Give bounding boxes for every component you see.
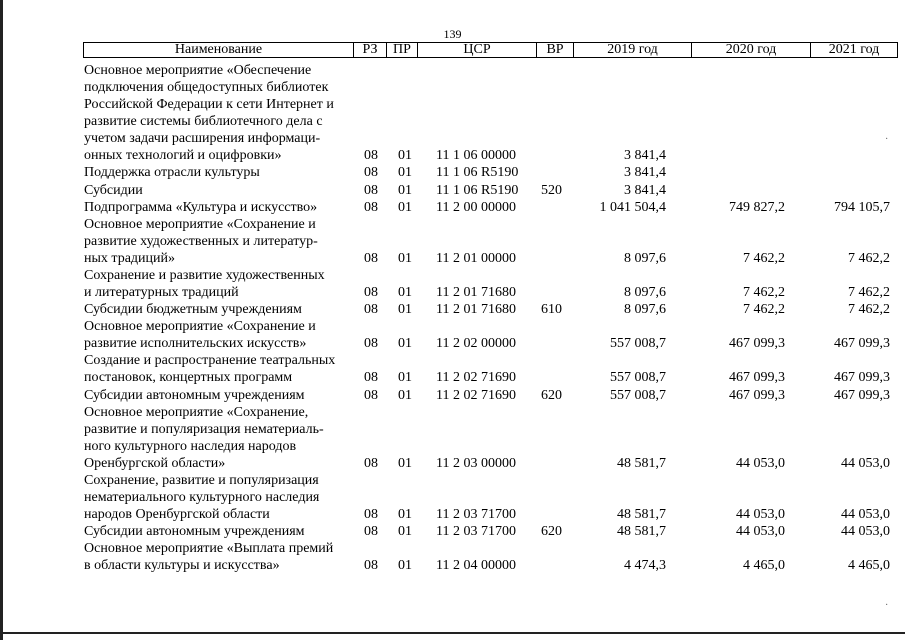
cell-pr: 01 — [398, 524, 412, 540]
cell-csr: 11 2 01 71680 — [436, 302, 516, 318]
row-name-line: и литературных традиций — [84, 285, 239, 301]
cell-2020: 7 462,2 — [743, 302, 785, 318]
cell-2020: 749 827,2 — [729, 199, 785, 215]
cell-2021: 467 099,3 — [834, 370, 890, 386]
cell-csr: 11 2 02 71690 — [436, 387, 516, 403]
cell-2019: 8 097,6 — [624, 302, 666, 318]
cell-csr: 11 1 06 R5190 — [436, 182, 519, 198]
row-name-line: Основное мероприятие «Обеспечение — [84, 63, 312, 78]
cell-csr: 11 2 03 00000 — [436, 455, 516, 471]
cell-2019: 1 041 504,4 — [599, 199, 666, 215]
cell-pr: 01 — [398, 250, 412, 266]
cell-pr: 01 — [398, 558, 412, 574]
cell-2020: 44 053,0 — [736, 507, 785, 523]
row-name-line: Субсидии — [84, 182, 143, 198]
column-header-rz: РЗ — [353, 42, 387, 58]
row-name-line: постановок, концертных программ — [84, 370, 293, 386]
scan-speck: · — [885, 134, 889, 145]
row-name-line: развитие системы библиотечного дела с — [84, 114, 323, 130]
cell-2021: 4 465,0 — [848, 558, 890, 574]
row-name-line: Основное мероприятие «Сохранение и — [84, 216, 316, 232]
cell-rz: 08 — [364, 165, 378, 181]
cell-2019: 48 581,7 — [617, 455, 666, 471]
cell-csr: 11 2 03 71700 — [436, 507, 516, 523]
column-header-2019: 2019 год — [573, 42, 692, 58]
row-name-line: Основное мероприятие «Выплата премий — [84, 541, 334, 557]
page-number: 139 — [443, 27, 462, 41]
cell-rz: 08 — [364, 148, 378, 164]
row-name-line: развитие исполнительских искусств» — [84, 336, 307, 352]
cell-rz: 08 — [364, 302, 378, 318]
cell-csr: 11 2 01 71680 — [436, 285, 516, 301]
cell-2019: 557 008,7 — [610, 370, 666, 386]
cell-vr: 520 — [541, 182, 562, 198]
row-name-line: Сохранение и развитие художественных — [84, 267, 325, 283]
cell-pr: 01 — [398, 387, 412, 403]
cell-csr: 11 2 01 00000 — [436, 250, 516, 266]
column-header-pr: ПР — [386, 42, 418, 58]
cell-pr: 01 — [398, 182, 412, 198]
cell-rz: 08 — [364, 199, 378, 215]
cell-2020: 4 465,0 — [743, 558, 785, 574]
row-name-line: Основное мероприятие «Сохранение, — [84, 404, 309, 420]
cell-2020: 467 099,3 — [729, 387, 785, 403]
cell-2020: 44 053,0 — [736, 524, 785, 540]
row-name-line: в области культуры и искусства» — [84, 558, 280, 574]
cell-rz: 08 — [364, 285, 378, 301]
cell-rz: 08 — [364, 387, 378, 403]
cell-2019: 4 474,3 — [624, 558, 666, 574]
row-name-line: Оренбургской области» — [84, 455, 226, 471]
cell-2019: 8 097,6 — [624, 250, 666, 266]
cell-2021: 44 053,0 — [841, 507, 890, 523]
row-name-line: ных традиций» — [84, 250, 175, 266]
row-name-line: Подпрограмма «Культура и искусство» — [84, 199, 318, 215]
cell-rz: 08 — [364, 370, 378, 386]
row-name-line: ного культурного наследия народов — [84, 438, 297, 454]
cell-rz: 08 — [364, 250, 378, 266]
cell-2019: 48 581,7 — [617, 524, 666, 540]
row-name-line: Основное мероприятие «Сохранение и — [84, 319, 316, 335]
cell-csr: 11 2 02 00000 — [436, 336, 516, 352]
cell-csr: 11 2 03 71700 — [436, 524, 516, 540]
row-name-line: развитие и популяризация нематериаль- — [84, 421, 324, 437]
row-name-line: Субсидии автономным учреждениям — [84, 524, 305, 540]
cell-2020: 7 462,2 — [743, 250, 785, 266]
cell-pr: 01 — [398, 455, 412, 471]
column-header-2021: 2021 год — [810, 42, 898, 58]
cell-rz: 08 — [364, 524, 378, 540]
cell-vr: 620 — [541, 524, 562, 540]
row-name-line: Субсидии автономным учреждениям — [84, 387, 305, 403]
cell-2020: 44 053,0 — [736, 455, 785, 471]
row-name-line: Российской Федерации к сети Интернет и — [84, 97, 334, 113]
cell-pr: 01 — [398, 507, 412, 523]
cell-2019: 557 008,7 — [610, 336, 666, 352]
cell-2019: 3 841,4 — [624, 148, 666, 164]
cell-2021: 467 099,3 — [834, 336, 890, 352]
row-name-line: Поддержка отрасли культуры — [84, 165, 260, 181]
cell-pr: 01 — [398, 285, 412, 301]
cell-2021: 7 462,2 — [848, 250, 890, 266]
cell-2020: 467 099,3 — [729, 336, 785, 352]
cell-2019: 557 008,7 — [610, 387, 666, 403]
row-name-line: народов Оренбургской области — [84, 507, 270, 523]
cell-rz: 08 — [364, 455, 378, 471]
cell-2021: 44 053,0 — [841, 524, 890, 540]
cell-2020: 7 462,2 — [743, 285, 785, 301]
cell-2019: 8 097,6 — [624, 285, 666, 301]
scan-speck: · — [885, 600, 889, 611]
cell-csr: 11 1 06 00000 — [436, 148, 516, 164]
row-name-line: Субсидии бюджетным учреждениям — [84, 302, 302, 318]
cell-csr: 11 2 02 71690 — [436, 370, 516, 386]
cell-2021: 467 099,3 — [834, 387, 890, 403]
page-frame-bottom-border — [0, 632, 905, 634]
cell-rz: 08 — [364, 507, 378, 523]
row-name-line: Сохранение, развитие и популяризация — [84, 472, 319, 488]
cell-pr: 01 — [398, 148, 412, 164]
page-frame-left-border — [0, 0, 3, 640]
cell-2020: 467 099,3 — [729, 370, 785, 386]
cell-pr: 01 — [398, 370, 412, 386]
table-header — [83, 42, 898, 58]
row-name-line: Создание и распространение театральных — [84, 353, 336, 369]
cell-2021: 794 105,7 — [834, 199, 890, 215]
cell-vr: 620 — [541, 387, 562, 403]
cell-csr: 11 2 00 00000 — [436, 199, 516, 215]
cell-2021: 7 462,2 — [848, 285, 890, 301]
row-name-line: подключения общедоступных библиотек — [84, 80, 329, 96]
row-name-line: нематериального культурного наследия — [84, 490, 320, 505]
column-header-2020: 2020 год — [691, 42, 811, 58]
cell-rz: 08 — [364, 182, 378, 198]
cell-pr: 01 — [398, 302, 412, 318]
column-header-vr: ВР — [536, 42, 574, 58]
cell-pr: 01 — [398, 199, 412, 215]
cell-rz: 08 — [364, 558, 378, 574]
cell-2019: 48 581,7 — [617, 507, 666, 523]
cell-2021: 7 462,2 — [848, 302, 890, 318]
cell-csr: 11 2 04 00000 — [436, 558, 516, 574]
cell-vr: 610 — [541, 302, 562, 318]
cell-pr: 01 — [398, 336, 412, 352]
cell-2019: 3 841,4 — [624, 165, 666, 181]
cell-2021: 44 053,0 — [841, 455, 890, 471]
cell-csr: 11 1 06 R5190 — [436, 165, 519, 181]
cell-pr: 01 — [398, 165, 412, 181]
row-name-line: учетом задачи расширения информаци- — [84, 131, 321, 147]
cell-2019: 3 841,4 — [624, 182, 666, 198]
cell-rz: 08 — [364, 336, 378, 352]
column-header-csr: ЦСР — [417, 42, 537, 58]
column-header-name: Наименование — [83, 42, 354, 58]
row-name-line: развитие художественных и литератур- — [84, 233, 318, 249]
row-name-line: онных технологий и оцифровки» — [84, 148, 282, 164]
